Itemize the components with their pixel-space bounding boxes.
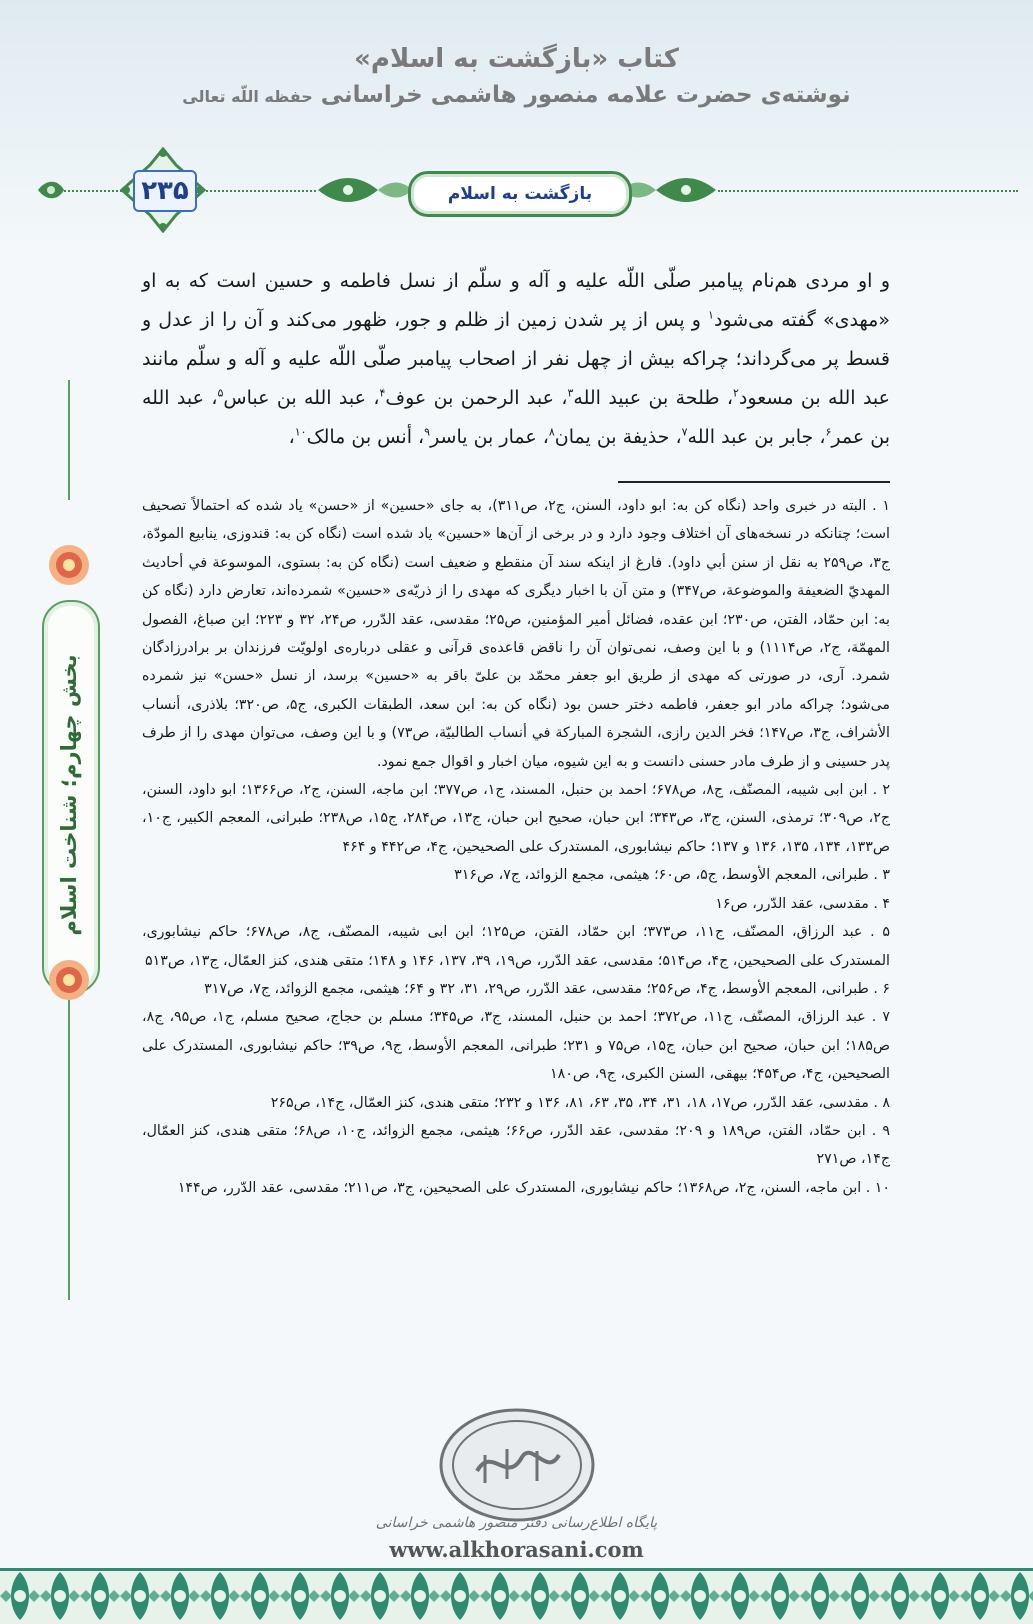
text-segment: ، جابر بن عبد الله — [687, 426, 826, 448]
text-segment: ، طلحة بن عبید الله — [573, 387, 733, 409]
running-title: بازگشت به اسلام — [408, 171, 632, 217]
flower-ornament-bottom-icon — [44, 955, 94, 1005]
footnote-10: ۱۰ . ابن ماجه، السنن، ج۲، ص۱۳۶۸؛ حاکم نیشابوری، المستدرک علی الصحیحین، ج۳، ص۲۱۱؛ مقدسی، عقد الدّرر، ص۱۴۴ — [177, 1179, 890, 1196]
text-segment: ، — [288, 426, 295, 448]
side-vine-bottom — [68, 1000, 70, 1300]
footnote-ref[interactable]: ۲ — [733, 386, 739, 400]
footnote-3: ۳ . طبرانی، المعجم الأوسط، ج۵، ص۶۰؛ هیثمی، مجمع الزوائد، ج۷، ص۳۱۶ — [454, 867, 890, 884]
site-url[interactable]: www.alkhorasani.com — [389, 1537, 644, 1562]
dotted-rule-right — [718, 190, 1018, 192]
flower-ornament-top-icon — [44, 540, 94, 590]
footnote-1: ۱ . البته در خبری واحد (نگاه کن به: ابو داود، السنن، ج۲، ص۳۱۱)، به جای «حسین» از «حسن» یاد شده که احتمالاً تصحیف است؛ چنانکه در نسخه‌های آن اختلاف وجود دارد و در برخی از آن‌ها «حسین» یاد شده است (نگاه کن به: قندوزی، ینابیع المودّة، ج۳، ص۲۵۹ به نقل از سنن أبي داود). فارغ از اینکه سند آن منقطع و ضعیف است (نگاه کن به: بستوی، الموسوعة في أحاديث المهديّ الضعيفة والموضوعة، ص۳۴۷) و متن آن با اخبار دیگری که مهدی را از ذریّه‌ی «حسین» شمرده‌اند، تعارض دارد (نگاه کن به: ابن حمّاد، الفتن، ص۲۳۰؛ ابن عقده، فضائل أمير المؤمنين، ص۲۵؛ مقدسی، عقد الدّرر، ص۲۴، ۳۲ و ۲۲۳؛ ابن صباغ، الفصول المهمّة، ج۲، ص۱۱۱۴) و با این وصف، نمی‌توان آن را ناقض قاعده‌ی قرآنی و عقلی درباره‌ی اولویّت فرزندان بر برادرزادگان شمرد. آری، در صورتی که مهدی از طریق ابو جعفر محمّد بن علیّ باقر به «حسین» برسد، از نسل «حسن» نیز شمرده می‌شود؛ چراکه مادر ابو جعفر، فاطمه دختر حسن بود (نگاه کن به: ابن سعد، الطبقات الکبری، ج۵، ص۳۲۰؛ بلاذری، أنساب الأشراف، ج۳، ص۱۴۷؛ فخر الدين رازی، الشجرة المباركة في أنساب الطالبيّة، ص۷۳) و با این وصف، می‌توان مهدی را از طرف پدر حسینی و از طرف مادر حسنی دانست و به این شیوه، میان اخبار و اقوال جمع نمود. — [142, 498, 891, 770]
text-segment: ، حذیفة بن یمان — [554, 426, 682, 448]
footnote-ref[interactable]: ۹ — [424, 425, 431, 439]
footnote-ref[interactable]: ۳ — [567, 386, 574, 400]
footnote-ref[interactable]: ۷ — [681, 425, 688, 439]
text-segment: ، عبد الله بن عمر — [142, 387, 890, 448]
footnote-9: ۹ . ابن حمّاد، الفتن، ص۱۸۹ و ۲۰۹؛ مقدسی، عقد الدّرر، ص۶۶؛ هیثمی، مجمع الزوائد، ج۱۰، ص۶۸؛ متقی هندی، کنز العمّال، ج۱۴، ص۲۷۱ — [142, 1122, 890, 1168]
footnote-6: ۶ . طبرانی، المعجم الأوسط، ج۴، ص۲۵۶؛ مقدسی، عقد الدّرر، ص۲۹، ۳۱، ۳۲ و ۶۴؛ هیثمی، مجمع الزوائد، ج۷، ص۳۱۷ — [204, 980, 890, 997]
text-segment: ، أنس بن مالک — [306, 426, 425, 448]
leaf-ornament-icon — [36, 175, 66, 205]
text-segment: ، عبد الرحمن بن عوف — [385, 387, 568, 409]
page-number: ۲۳۵ — [133, 170, 197, 212]
footnote-ref[interactable]: ۱۰ — [294, 425, 307, 439]
footnote-ref[interactable]: ۱ — [708, 308, 714, 322]
scroll-ornament-left-icon — [318, 172, 412, 208]
footnote-ref[interactable]: ۶ — [825, 425, 832, 439]
footnote-4: ۴ . مقدسی، عقد الدّرر، ص۱۶ — [715, 895, 890, 912]
side-vine-top — [68, 380, 70, 500]
footnote-8: ۸ . مقدسی، عقد الدّرر، ص۱۷، ۱۸، ۳۱، ۳۴، ۳۵، ۶۳، ۸۱، ۱۳۶ و ۲۳۲؛ متقی هندی، کنز العمّال، ج۱۴، ص۲۶۵ — [270, 1094, 890, 1111]
footnote-separator — [618, 481, 890, 483]
calligraphy-seal-icon — [437, 1405, 597, 1525]
footnote-ref[interactable]: ۸ — [548, 425, 555, 439]
footnote-5: ۵ . عبد الرزاق، المصنّف، ج۱۱، ص۳۷۳؛ ابن حمّاد، الفتن، ص۱۲۵؛ ابن ابی شیبه، المصنّف، ج۸، ص۶۷۸؛ حاکم نیشابوری، المستدرک علی الصحیحین، ج۴، ص۵۱۴؛ مقدسی، عقد الدّرر، ص۱۹، ۳۹، ۱۳۷، ۱۴۶ و ۱۴۸؛ متقی هندی، کنز العمّال، ج۱۳، ص۵۱۳ — [142, 924, 890, 969]
section-label: بخش چهارم؛ شناخت اسلام — [57, 654, 81, 936]
book-title: کتاب «بازگشت به اسلام» — [354, 44, 679, 74]
dotted-rule-middle — [206, 190, 316, 192]
author-line — [0, 82, 1033, 108]
text-segment: و او مردی هم‌نام پیامبر صلّی اللّه علیه و آله و سلّم از نسل فاطمه و حسین است که به او «مهدی» گفته می‌شود — [142, 270, 890, 331]
scroll-ornament-right-icon — [622, 172, 716, 208]
footnote-ref[interactable]: ۴ — [379, 386, 386, 400]
main-paragraph — [142, 262, 890, 457]
bottom-border-pattern — [0, 1568, 1033, 1624]
footnote-7: ۷ . عبد الرزاق، المصنّف، ج۱۱، ص۳۷۲؛ احمد بن حنبل، المسند، ج۳، ص۳۴۵؛ مسلم بن حجاج، صحیح مسلم، ج۱، ص۹۵، ج۸، ص۱۸۵؛ ابن حبان، صحیح ابن حبان، ج۱۵، ص۷۵ و ۲۳۱؛ طبرانی، المعجم الأوسط، ج۹، ص۳۹؛ حاکم نیشابوری، المستدرک علی الصحیحین، ج۴، ص۴۵۴؛ بیهقی، السنن الکبری، ج۹، ص۱۸۰ — [142, 1009, 891, 1083]
site-caption: پایگاه اطلاع‌رسانی دفتر منصور هاشمی خراسانی — [375, 1515, 658, 1531]
text-segment: و پس از پر شدن زمین از ظلم و جور، ظهور می‌کند و آن را از عدل و قسط پر می‌گرداند؛ چراکه بیش از چهل نفر از اصحاب پیامبر صلّی اللّه علیه و آله و سلّم مانند عبد الله بن مسعود — [142, 309, 890, 409]
footnotes — [142, 492, 890, 1202]
author-honorific: حفظه اللّه تعالی — [182, 87, 313, 106]
text-segment: ، عمار بن یاسر — [430, 426, 549, 448]
footnote-2: ۲ . ابن ابی شیبه، المصنّف، ج۸، ص۶۷۸؛ احمد بن حنبل، المسند، ج۱، ص۳۷۷؛ ابن ماجه، السنن، ج۲، ص۱۳۶۶؛ ابو داود، السنن، ج۲، ص۳۰۹؛ ترمذی، السنن، ج۳، ص۳۴۳؛ ابن حبان، صحیح ابن حبان، ج۱۳، ص۲۸۴، ج۱۵، ص۲۳۸؛ طبرانی، المعجم الکبیر، ج۱۰، ص۱۳۳، ۱۳۴، ۱۳۵، ۱۳۶ و ۱۳۷؛ حاکم نیشابوری، المستدرک علی الصحیحین، ج۴، ص۴۴۲ و ۴۶۴ — [142, 782, 891, 855]
text-segment: ، عبد الله بن عباس — [223, 387, 380, 409]
author-name: نوشته‌ی حضرت علامه منصور هاشمی خراسانی — [320, 82, 851, 108]
footnote-ref[interactable]: ۵ — [217, 386, 224, 400]
